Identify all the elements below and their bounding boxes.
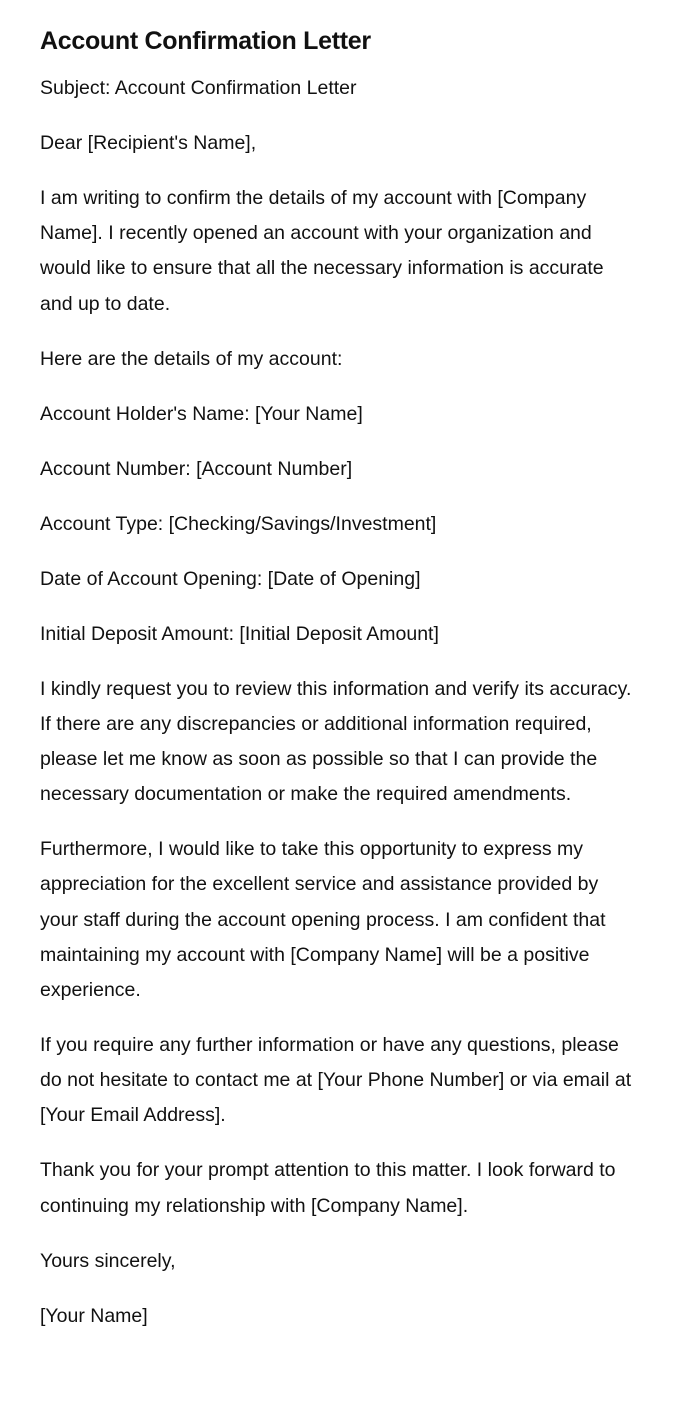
detail-account-type: Account Type: [Checking/Savings/Investment] [40, 512, 437, 535]
request-paragraph: I kindly request you to review this information and verify its accuracy. If there are any discrepancies or additional information required, please let me know as soon as possible so that I can provide the necessary documentation or make the required amendments. [40, 677, 632, 806]
intro-paragraph: I am writing to confirm the details of my account with [Company Name]. I recently opened an account with your organization and would like to ensure that all the necessary information is accurate and up to date. [40, 187, 604, 315]
signature: [Your Name] [40, 1304, 148, 1327]
subject-line: Subject: Account Confirmation Letter [40, 77, 357, 99]
contact-paragraph: If you require any further information or have any questions, please do not hesitate to contact me at [Your Phone Number] or via email at [Your Email Address]. [40, 1034, 632, 1127]
detail-account-number: Account Number: [Account Number] [40, 457, 353, 480]
letter-title: Account Confirmation Letter [40, 27, 371, 55]
detail-initial-deposit: Initial Deposit Amount: [Initial Deposit Amount] [40, 622, 439, 645]
appreciation-paragraph: Furthermore, I would like to take this opportunity to express my appreciation for the excellent service and assistance provided by your staff during the account opening process. I am confident that maintaining my account with [Company Name] will be a positive experience. [40, 838, 606, 1002]
detail-date-of-opening: Date of Account Opening: [Date of Opening] [40, 567, 421, 590]
salutation: Dear [Recipient's Name], [40, 132, 257, 154]
closing: Yours sincerely, [40, 1249, 176, 1272]
details-intro: Here are the details of my account: [40, 347, 343, 370]
detail-account-holder-name: Account Holder's Name: [Your Name] [40, 402, 363, 425]
thanks-paragraph: Thank you for your prompt attention to this matter. I look forward to continuing my relationship with [Company Name]. [40, 1159, 616, 1217]
